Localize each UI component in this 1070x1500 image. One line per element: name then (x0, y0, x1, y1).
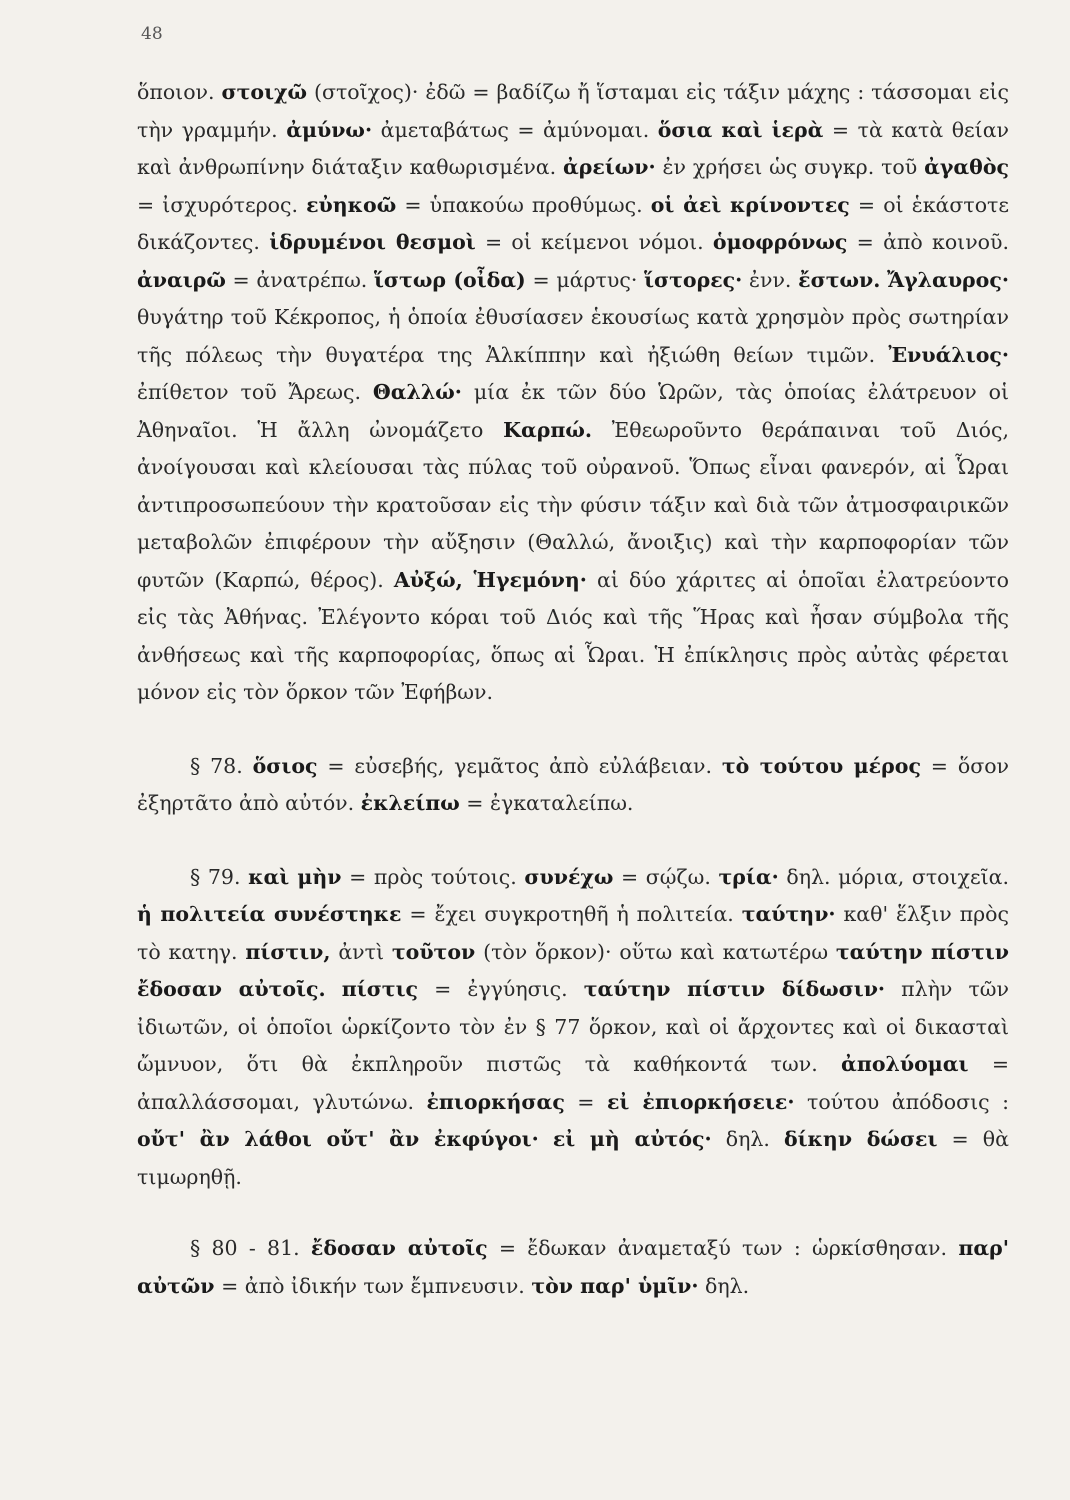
gloss-text: = ὅσον ἐξηρτᾶτο ἀπὸ αὐτόν. (137, 753, 1009, 815)
gloss-text: ἀμεταβάτως = ἀμύνομαι. (372, 117, 658, 142)
gloss-text: = τὰ κατὰ θείαν καὶ ἀνθρωπίνην διάταξιν καθωρισμένα. (137, 117, 1010, 179)
gloss-text: δηλ. (711, 1127, 784, 1151)
gloss-text: = ἀπαλλάσσομαι, γλυτώνω. (137, 1052, 1009, 1114)
lemma-term: οὔτ' ἂν λάθοι οὔτ' ἂν ἐκφύγοι· (137, 1127, 539, 1151)
gloss-text: τούτου ἀπόδοσις : (794, 1089, 1009, 1114)
commentary-paragraph (137, 74, 1009, 712)
lemma-term: τοῦτον (391, 939, 476, 964)
lemma-term: εἰ ἐπιορκήσειε· (606, 1089, 795, 1114)
lemma-term: ὁμοφρόνως (712, 230, 848, 254)
gloss-text: δηλ. μόρια, στοιχεῖα. (778, 864, 1009, 889)
lemma-term: Θαλλώ· (372, 380, 462, 404)
gloss-text: = ἀνατρέπω. (225, 267, 375, 292)
lemma-term: ταύτην πίστιν δίδωσιν· (583, 977, 886, 1001)
gloss-text: ἀντὶ (330, 939, 392, 964)
gloss-text: ἐνν. (742, 267, 799, 292)
lemma-term: ἀπολύομαι (841, 1052, 969, 1076)
gloss-text: = σῴζω. (613, 864, 719, 889)
lemma-term: πίστιν, (245, 939, 331, 964)
gloss-text (326, 977, 342, 1001)
lemma-term: ἵστωρ (οἶδα) (374, 267, 526, 292)
lemma-term: πίστις (341, 977, 418, 1001)
page-number: 48 (141, 24, 163, 44)
lemma-term: ἡ πολιτεία συνέστηκε (137, 902, 402, 926)
gloss-text: αἱ δύο χάριτες αἱ ὁποῖαι ἐλατρεύοντο εἰς τὰς Ἀθήνας. Ἐλέγοντο κόραι τοῦ Διός καὶ τῆς Ἥρας καὶ ἦσαν σύμβολα τῆς ἀνθήσεως καὶ τῆς καρποφορίας, ὅπως αἱ Ὧραι. Ἡ ἐπίκλησις πρὸς αὐτὰς φέρεται μόνον εἰς τὸν ὅρκον τῶν Ἐφήβων. (137, 567, 1010, 704)
gloss-text: δηλ. (698, 1273, 750, 1298)
gloss-text: Ἐθεωροῦντο θεράπαιναι τοῦ Διός, ἀνοίγουσαι καὶ κλείουσαι τὰς πύλας τοῦ οὐρανοῦ. Ὅπως εἶναι φανερόν, αἱ Ὧραι ἀντιπροσωπεύουν τὴν κρατοῦσαν εἰς τὴν φύσιν τάξιν καὶ διὰ τῶν ἀτμοσφαιρικῶν μεταβολῶν ἐπιφέρουν τὴν αὔξησιν (Θαλλώ, ἄνοιξις) καὶ τὴν καρποφορίαν τῶν φυτῶν (Καρπώ, θέρος). (137, 417, 1009, 592)
paragraph-gap (137, 1196, 1009, 1230)
lemma-term: ὅσια καὶ ἱερὰ (657, 117, 824, 142)
lemma-term: οἱ ἀεὶ κρίνοντες (650, 192, 850, 217)
gloss-text: = οἱ ἑκάστοτε δικάζοντες. (137, 192, 1010, 254)
lemma-term: ἀρείων· (563, 155, 656, 179)
lemma-term: εἰ μὴ αὐτός· (552, 1127, 712, 1151)
gloss-text: πλὴν τῶν ἰδιωτῶν, οἱ ὁποῖοι ὡρκίζοντο τὸν ἐν § 77 ὅρκον, καὶ οἱ ἄρχοντες καὶ οἱ δικασταὶ ὤμνυον, ὅτι θὰ ἐκπληροῦν πιστῶς τὰ καθήκοντά των. (137, 977, 1009, 1076)
lemma-term: τὸν παρ' ὑμῖν· (531, 1273, 699, 1298)
gloss-text: § 78. (190, 753, 253, 778)
lemma-term: ἐπιορκήσας (426, 1089, 565, 1114)
section-paragraph (137, 859, 1009, 1197)
lemma-term: ἔδοσαν αὐτοῖς (310, 1236, 488, 1260)
gloss-text: (στοῖχος)· ἐδῶ = βαδίζω ἤ ἵσταμαι εἰς τάξιν μάχης : τάσσομαι εἰς τὴν γραμμήν. (137, 80, 1009, 142)
lemma-term: παρ' αὐτῶν (137, 1236, 1010, 1298)
gloss-text: = ἔδωκαν ἀναμεταξύ των : ὡρκίσθησαν. (487, 1236, 959, 1260)
lemma-term: ταύτην πίστιν ἔδοσαν αὐτοῖς. (137, 939, 1010, 1001)
gloss-text (539, 1127, 553, 1151)
gloss-text: = ἔχει συγκροτηθῆ ἡ πολιτεία. (401, 902, 742, 926)
gloss-text: = εὐσεβής, γεμᾶτος ἀπὸ εὐλάβειαν. (317, 753, 722, 778)
lemma-term: ἀγαθὸς (924, 155, 1009, 179)
gloss-text: καθ' ἕλξιν πρὸς τὸ κατηγ. (137, 902, 1009, 964)
lemma-term: συνέχω (524, 864, 614, 889)
lemma-term: στοιχῶ (221, 80, 307, 104)
gloss-text: = ὑπακούω προθύμως. (396, 192, 651, 217)
gloss-text: = ἀπὸ ἰδικήν των ἔμπνευσιν. (214, 1273, 532, 1298)
gloss-text: = πρὸς τούτοις. (341, 864, 525, 889)
lemma-term: ἱδρυμένοι θεσμοὶ (269, 230, 476, 254)
lemma-term: ἐκλείπω (360, 791, 460, 815)
lemma-term: ὅσιος (252, 753, 318, 778)
lemma-term: ἵστορες· (644, 267, 743, 292)
lemma-term: τὸ τούτου μέρος (721, 753, 921, 778)
gloss-text: § 80 - 81. (190, 1236, 311, 1260)
lemma-term: Αὐξώ, Ἡγεμόνη· (393, 567, 587, 592)
lemma-term: ἀναιρῶ (137, 267, 226, 292)
lemma-term: τρία· (718, 864, 779, 889)
gloss-text: ἐπίθετον τοῦ Ἄρεως. (137, 380, 373, 404)
gloss-text: (τὸν ὅρκον)· οὕτω καὶ κατωτέρω (475, 939, 836, 964)
lemma-term: καὶ μὴν (248, 864, 342, 889)
lemma-term: Καρπώ. (503, 417, 593, 442)
lemma-term: Ἐνυάλιος· (888, 342, 1009, 367)
gloss-text: = ἐγγύησις. (418, 977, 584, 1001)
gloss-text: § 79. (190, 864, 249, 889)
paragraph-gap (137, 712, 1009, 748)
gloss-text: θυγάτηρ τοῦ Κέκροπος, ἡ ὁποία ἐθυσίασεν ἑκουσίως κατὰ χρησμὸν πρὸς σωτηρίαν τῆς πόλεως τὴν θυγατέρα της Ἀλκίππην καὶ ἠξιώθη θείων τιμῶν. (137, 305, 1009, 367)
gloss-text: = θὰ τιμωρηθῇ. (137, 1127, 1009, 1189)
lemma-term: δίκην δώσει (783, 1127, 938, 1151)
gloss-text: = ἀπὸ κοινοῦ. (847, 230, 1009, 254)
lemma-term: ἀμύνω· (286, 117, 373, 142)
commentary-body (137, 74, 1009, 1305)
gloss-text: ἐν χρήσει ὡς συγκρ. τοῦ (655, 155, 925, 179)
lemma-term: εὐηκοῶ (306, 192, 397, 217)
lemma-term: Ἄγλαυρος· (887, 267, 1009, 292)
section-paragraph (137, 1230, 1009, 1305)
gloss-text: ὅποιον. (137, 80, 222, 104)
gloss-text: = (564, 1089, 607, 1114)
gloss-text: = οἱ κείμενοι νόμοι. (475, 230, 713, 254)
gloss-text: = ἐγκαταλείπω. (459, 791, 634, 815)
gloss-text: = ἰσχυρότερος. (137, 192, 307, 217)
gloss-text: = μάρτυς· (525, 267, 645, 292)
lemma-term: ἔστων. (798, 267, 881, 292)
gloss-text: μία ἐκ τῶν δύο Ὡρῶν, τὰς ὁποίας ἐλάτρευον οἱ Ἀθηναῖοι. Ἡ ἄλλη ὠνομάζετο (137, 380, 1009, 442)
paragraph-gap (137, 823, 1009, 859)
lemma-term: ταύτην· (741, 902, 836, 926)
section-paragraph (137, 748, 1009, 823)
